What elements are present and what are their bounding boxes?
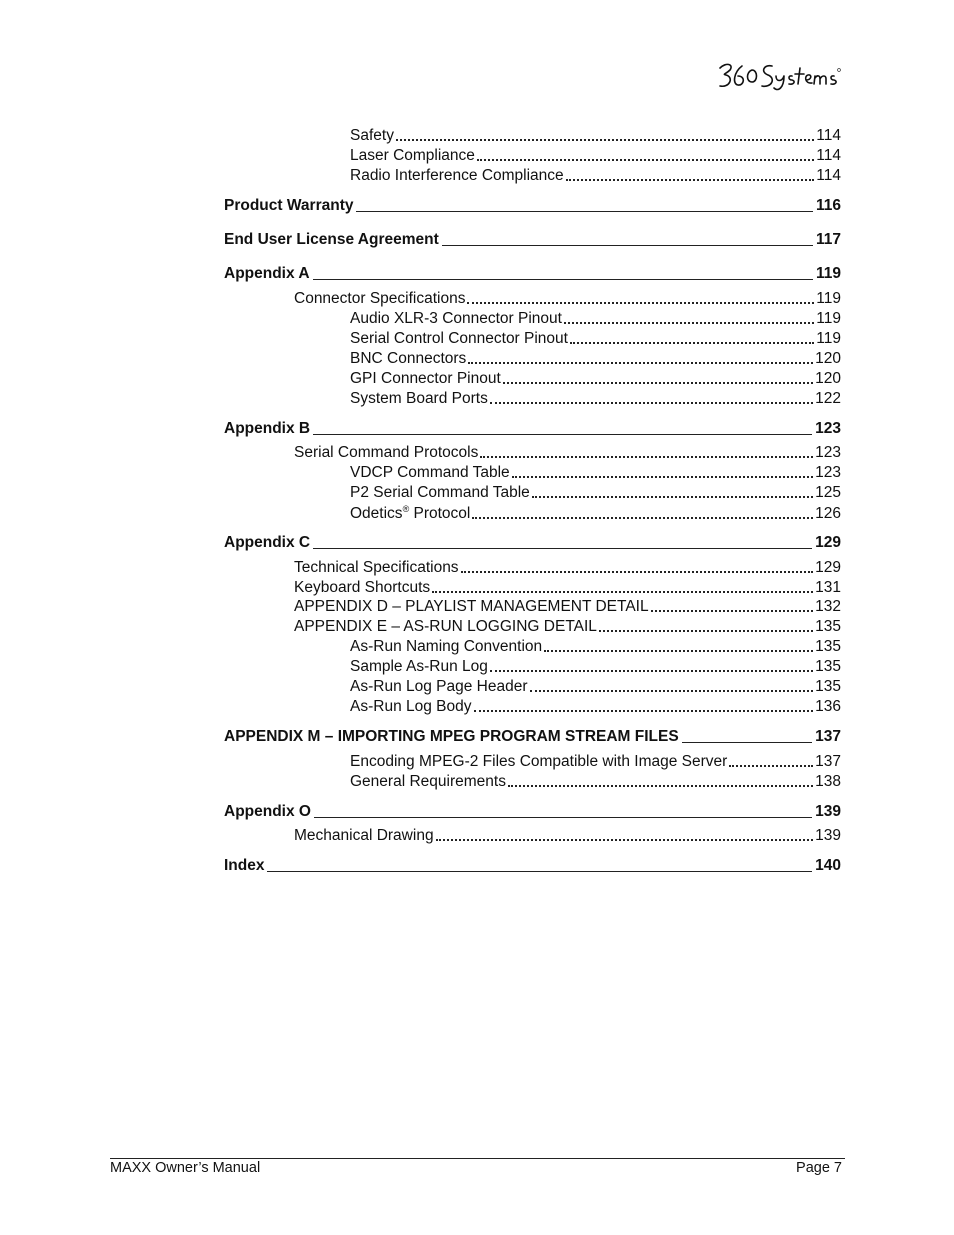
toc-heading[interactable] bbox=[224, 231, 841, 249]
toc-entry[interactable] bbox=[350, 310, 841, 328]
toc-entry[interactable] bbox=[350, 147, 841, 165]
toc-entry[interactable] bbox=[350, 678, 841, 696]
toc-entry[interactable] bbox=[350, 484, 841, 502]
toc-heading[interactable] bbox=[224, 265, 841, 283]
toc-leader bbox=[490, 401, 813, 404]
toc-entry-page: 135 bbox=[815, 678, 841, 695]
toc-entry-title: Encoding MPEG-2 Files Compatible with Image Server bbox=[350, 753, 728, 770]
toc-entry[interactable] bbox=[350, 753, 841, 771]
toc-entry-title: As-Run Log Page Header bbox=[350, 678, 528, 695]
toc-entry-page: 135 bbox=[815, 658, 841, 675]
footer-manual-title: MAXX Owner’s Manual bbox=[110, 1160, 261, 1176]
toc-entry-title: Laser Compliance bbox=[350, 147, 475, 164]
toc-entry-title: Appendix A bbox=[224, 265, 310, 282]
toc-entry-page: 123 bbox=[815, 444, 841, 461]
toc-entry[interactable] bbox=[350, 330, 841, 348]
toc-entry-page: 123 bbox=[815, 464, 841, 481]
toc-entry[interactable] bbox=[294, 290, 841, 308]
toc-leader bbox=[564, 321, 814, 324]
toc-leader bbox=[530, 689, 814, 692]
toc-entry-title: VDCP Command Table bbox=[350, 464, 510, 481]
toc-entry-page: 114 bbox=[816, 127, 841, 144]
toc-leader bbox=[566, 178, 815, 181]
toc-entry-title: Mechanical Drawing bbox=[294, 827, 434, 844]
toc-entry-title: System Board Ports bbox=[350, 390, 488, 407]
toc-entry-title: Product Warranty bbox=[224, 197, 354, 214]
toc-entry-title: Audio XLR-3 Connector Pinout bbox=[350, 310, 562, 327]
toc-entry-page: 123 bbox=[815, 420, 841, 437]
toc-leader bbox=[436, 838, 814, 841]
toc-entry-title: Appendix O bbox=[224, 803, 311, 820]
toc-entry-title: APPENDIX M – IMPORTING MPEG PROGRAM STREAM FILES bbox=[224, 728, 679, 745]
toc-entry-title: As-Run Naming Convention bbox=[350, 638, 543, 655]
toc-entry-page: 119 bbox=[816, 330, 841, 347]
toc-entry[interactable] bbox=[350, 127, 841, 145]
toc-leader bbox=[532, 495, 813, 498]
toc-entry-page: 126 bbox=[815, 505, 841, 523]
toc-entry-title: Index bbox=[224, 857, 265, 874]
toc-entry-title: Connector Specifications bbox=[294, 290, 466, 307]
footer-page-number: Page 7 bbox=[796, 1160, 842, 1176]
toc-heading[interactable] bbox=[224, 420, 841, 438]
toc-entry-title: Keyboard Shortcuts bbox=[294, 579, 431, 596]
toc-leader bbox=[544, 649, 813, 652]
toc-leader bbox=[314, 816, 812, 818]
toc-entry[interactable] bbox=[350, 370, 841, 388]
toc-heading[interactable] bbox=[224, 857, 841, 875]
toc-entry-title: Technical Specifications bbox=[294, 559, 459, 576]
toc-entry-page: 114 bbox=[816, 147, 841, 164]
toc-entry-page: 125 bbox=[815, 484, 841, 501]
toc-heading[interactable] bbox=[224, 728, 841, 746]
toc-entry-page: 137 bbox=[815, 728, 841, 745]
toc-entry-title: P2 Serial Command Table bbox=[350, 484, 530, 501]
toc-entry-title: APPENDIX E – AS-RUN LOGGING DETAIL bbox=[294, 618, 597, 635]
toc-entry-title: Serial Command Protocols bbox=[294, 444, 479, 461]
toc-leader bbox=[508, 784, 813, 787]
toc-entry-page: 138 bbox=[815, 773, 841, 790]
toc-entry-title: Radio Interference Compliance bbox=[350, 167, 564, 184]
company-logo bbox=[716, 58, 842, 96]
toc-entry[interactable] bbox=[294, 598, 841, 616]
toc-leader bbox=[313, 547, 812, 549]
toc-entry-page: 129 bbox=[815, 534, 841, 551]
toc-entry-title: Sample As-Run Log bbox=[350, 658, 488, 675]
toc-entry-title: Serial Control Connector Pinout bbox=[350, 330, 568, 347]
toc-entry-page: 131 bbox=[815, 579, 841, 596]
toc-entry-page: 119 bbox=[816, 310, 841, 327]
toc-entry-title: General Requirements bbox=[350, 773, 506, 790]
toc-leader bbox=[599, 629, 813, 632]
toc-entry-page: 120 bbox=[815, 370, 841, 387]
toc-heading[interactable] bbox=[224, 197, 841, 215]
toc-leader bbox=[461, 570, 814, 573]
toc-leader bbox=[503, 381, 813, 384]
toc-leader bbox=[477, 158, 814, 161]
toc-entry-title: Appendix C bbox=[224, 534, 311, 551]
toc-entry[interactable] bbox=[350, 658, 841, 676]
toc-entry-title: End User License Agreement bbox=[224, 231, 439, 248]
toc-entry-title: GPI Connector Pinout bbox=[350, 370, 501, 387]
toc-heading[interactable] bbox=[224, 803, 841, 821]
toc-entry-page: 132 bbox=[815, 598, 841, 615]
toc-leader bbox=[682, 741, 812, 743]
toc-entry-page: 119 bbox=[816, 290, 841, 307]
toc-leader bbox=[570, 341, 814, 344]
toc-entry-title: Safety bbox=[350, 127, 394, 144]
toc-entry[interactable] bbox=[294, 618, 841, 636]
toc-leader bbox=[651, 609, 814, 612]
toc-entry[interactable] bbox=[350, 390, 841, 408]
toc-leader bbox=[474, 709, 814, 712]
toc-entry-page: 116 bbox=[815, 197, 841, 214]
toc-entry-page: 137 bbox=[815, 753, 841, 770]
toc-entry[interactable] bbox=[350, 698, 841, 716]
toc-entry-title: Appendix B bbox=[224, 420, 311, 437]
toc-entry-page: 129 bbox=[815, 559, 841, 576]
toc-leader bbox=[512, 475, 813, 478]
registered-mark: ® bbox=[402, 504, 410, 514]
toc-entry[interactable] bbox=[294, 827, 841, 845]
toc-entry[interactable] bbox=[350, 167, 841, 185]
toc-entry-page: 119 bbox=[815, 265, 841, 282]
toc-entry[interactable] bbox=[350, 350, 841, 368]
toc-leader bbox=[396, 138, 814, 141]
toc-entry-page: 114 bbox=[816, 167, 841, 184]
toc-leader bbox=[313, 433, 812, 435]
toc-leader bbox=[442, 244, 813, 246]
toc-leader bbox=[267, 870, 812, 872]
toc-heading[interactable] bbox=[224, 534, 841, 552]
toc-entry[interactable] bbox=[350, 638, 841, 656]
toc-leader bbox=[356, 210, 813, 212]
toc-entry-page: 122 bbox=[815, 390, 841, 407]
toc-leader bbox=[490, 669, 813, 672]
toc-entry[interactable] bbox=[350, 504, 841, 523]
toc-entry-title: APPENDIX D – PLAYLIST MANAGEMENT DETAIL bbox=[294, 598, 649, 615]
toc-leader bbox=[472, 516, 813, 519]
toc-entry-page: 120 bbox=[815, 350, 841, 367]
toc-entry[interactable] bbox=[294, 444, 841, 462]
toc-entry-page: 139 bbox=[815, 827, 841, 844]
toc-entry-page: 136 bbox=[815, 698, 841, 715]
toc-entry-page: 117 bbox=[815, 231, 841, 248]
toc-entry-page: 139 bbox=[815, 803, 841, 820]
toc-leader bbox=[313, 278, 813, 280]
toc-entry-page: 135 bbox=[815, 618, 841, 635]
toc-entry-title: BNC Connectors bbox=[350, 350, 467, 367]
toc-entry[interactable] bbox=[294, 559, 841, 577]
toc-leader bbox=[729, 764, 813, 767]
toc-entry-title: As-Run Log Body bbox=[350, 698, 472, 715]
toc-entry-page: 135 bbox=[815, 638, 841, 655]
toc-entry[interactable] bbox=[350, 464, 841, 482]
toc-leader bbox=[467, 301, 814, 304]
toc-leader bbox=[480, 455, 813, 458]
toc-entry-page: 140 bbox=[815, 857, 841, 874]
footer-rule bbox=[110, 1158, 845, 1159]
toc-entry-title: Odetics® Protocol bbox=[350, 504, 471, 523]
toc-leader bbox=[432, 590, 813, 593]
toc-entry[interactable] bbox=[294, 579, 841, 597]
toc-leader bbox=[468, 361, 813, 364]
toc-entry[interactable] bbox=[350, 773, 841, 791]
